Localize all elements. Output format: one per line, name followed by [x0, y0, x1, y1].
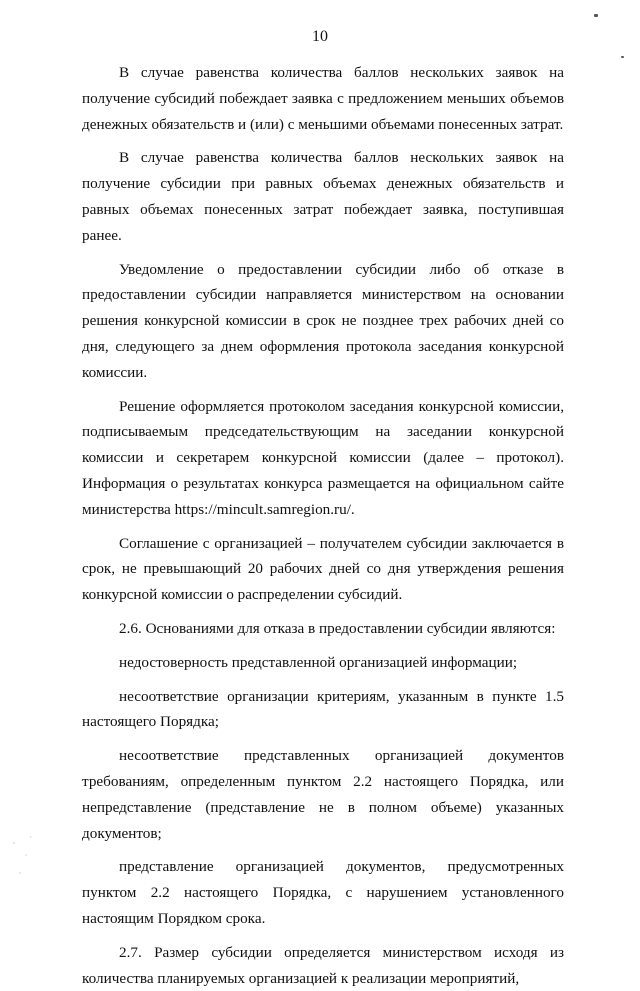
paragraph-agreement: Соглашение с организацией – получателем субсидии заключается в срок, не превышающий 20 рабочих дней со дня утверждения решения конкурсной комиссии о распределении субсидий. — [82, 534, 564, 604]
list-item-criteria-mismatch: несоответствие организации критериям, указанным в пункте 1.5 настоящего Порядка; — [82, 687, 564, 731]
paragraph-tie-break-earlier-submission: В случае равенства количества баллов нескольких заявок на получение субсидии при равных объемах денежных обязательств и равных объемах понесенных затрат побеждает заявка, поступившая ранее. — [82, 149, 564, 244]
list-item-late-submission: представление организацией документов, предусмотренных пунктом 2.2 настоящего Порядка, с нарушением установленного настоящим Порядком срока. — [82, 858, 564, 927]
paragraph-refusal-grounds-heading: 2.6. Основаниями для отказа в предоставлении субсидии являются: — [119, 619, 556, 637]
document-body — [82, 60, 564, 991]
paragraph-decision-protocol: Решение оформляется протоколом заседания конкурсной комиссии, подписываемым председательствующим на заседании конкурсной комиссии и секретарем конкурсной комиссии (далее – протокол). Информация о результатах конкурса размещается на официальном сайте министерства https://mincult.samregion.ru/. — [82, 397, 564, 518]
page-number: 10 — [312, 28, 328, 45]
scan-artifact-mark — [594, 14, 598, 17]
list-item-documents-mismatch: несоответствие представленных организацией документов требованиям, определенным пунктом 2.2 настоящего Порядка, или непредставление (представление не в полном объеме) указанных документов; — [82, 747, 564, 842]
paragraph-tie-break-smaller-obligations: В случае равенства количества баллов нескольких заявок на получение субсидий побеждает заявка с предложением меньших объемов денежных обязательств и (или) с меньшими объемами понесенных затрат. — [82, 64, 564, 133]
list-item-unreliable-info: недостоверность представленной организацией информации; — [119, 653, 518, 671]
scan-speckle — [8, 825, 38, 885]
scan-artifact-mark — [621, 56, 624, 58]
paragraph-subsidy-amount: 2.7. Размер субсидии определяется министерством исходя из количества планируемых организацией к реализации мероприятий, — [82, 943, 564, 987]
paragraph-notification: Уведомление о предоставлении субсидии либо об отказе в предоставлении субсидии направляется министерством на основании решения конкурсной комиссии в срок не позднее трех рабочих дней со дня, следующего за днем оформления протокола заседания конкурсной комиссии. — [82, 260, 564, 381]
